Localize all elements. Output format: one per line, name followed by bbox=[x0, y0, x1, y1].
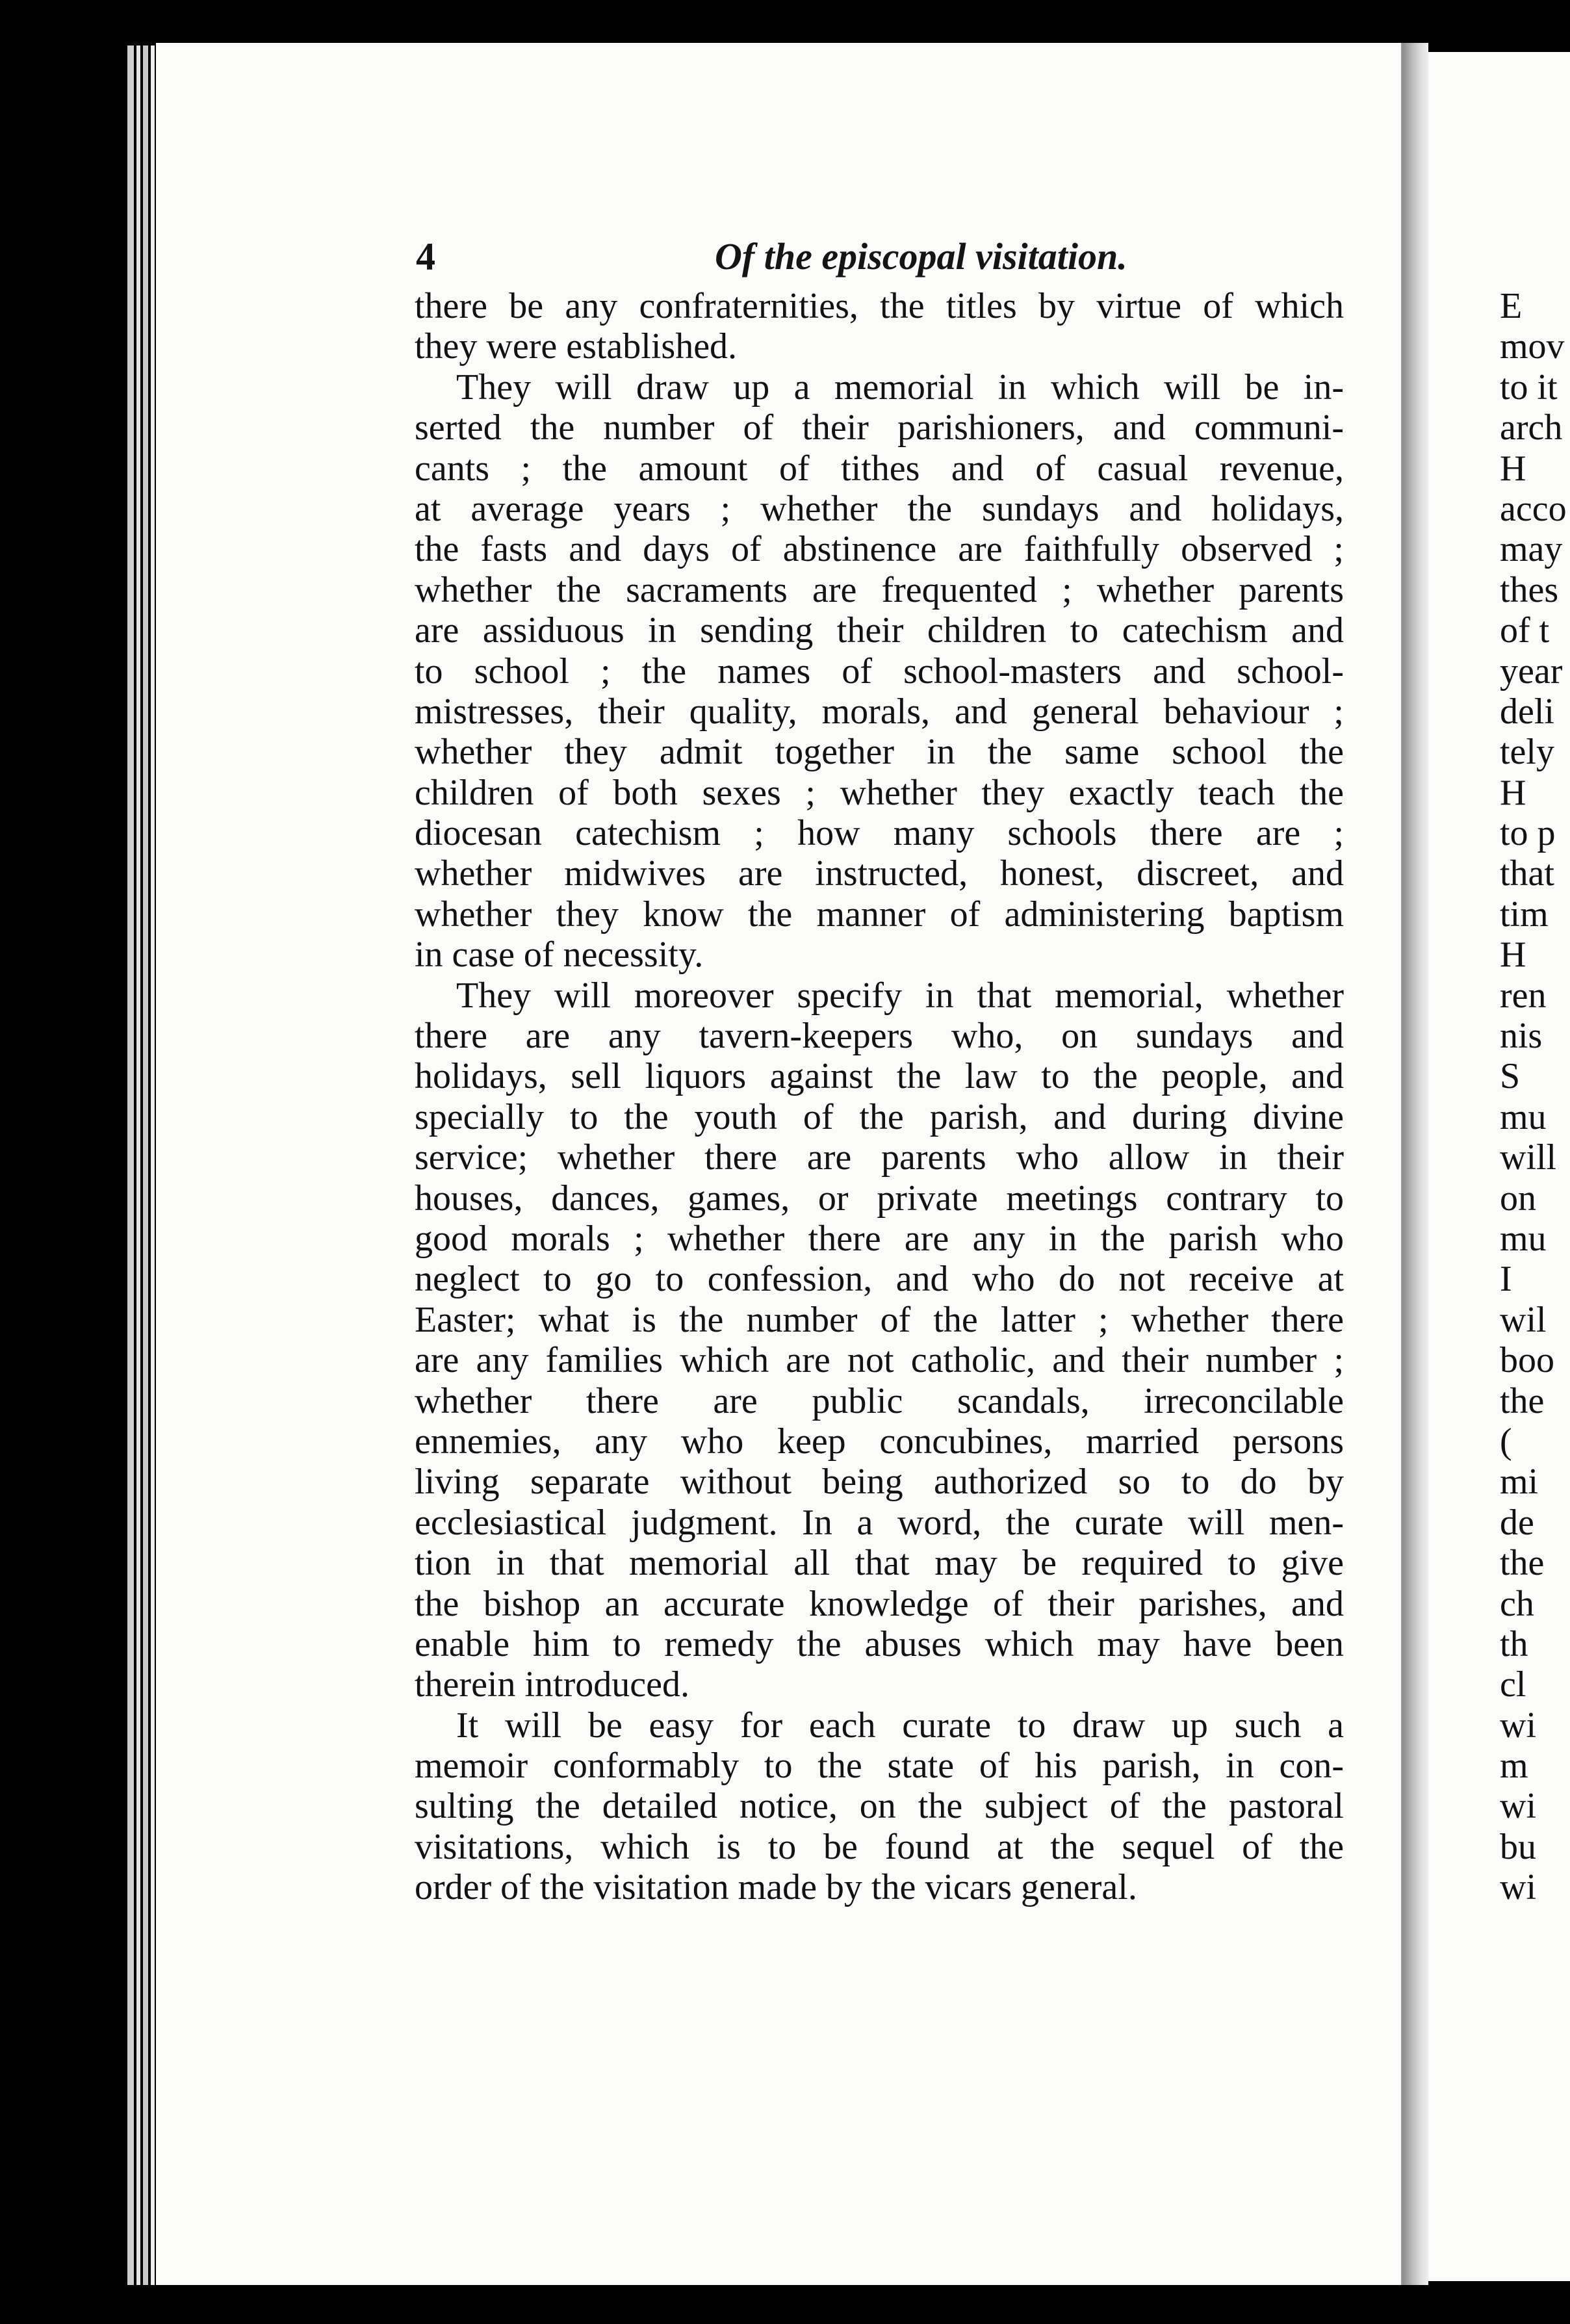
text-fragment: on bbox=[1500, 1178, 1536, 1219]
text-line: It will be easy for each curate to draw up such a bbox=[456, 1705, 1344, 1746]
text-fragment: ch bbox=[1500, 1583, 1534, 1624]
text-fragment: mu bbox=[1500, 1096, 1547, 1137]
text-line: in case of necessity. bbox=[415, 935, 704, 975]
text-fragment: may bbox=[1500, 529, 1563, 570]
text-line: visitations, which is to be found at the sequel of the bbox=[415, 1826, 1344, 1867]
text-line: serted the number of their parishioners, and communi- bbox=[415, 407, 1344, 448]
text-fragment: nis bbox=[1500, 1016, 1543, 1057]
text-line: the bishop an accurate knowledge of their parishes, and bbox=[415, 1583, 1344, 1624]
text-line: Easter; what is the number of the latter ; whether there bbox=[415, 1299, 1344, 1340]
text-fragment: bu bbox=[1500, 1826, 1536, 1867]
text-fragment: of t bbox=[1500, 610, 1550, 651]
text-fragment: the bbox=[1500, 1380, 1545, 1421]
text-line: order of the visitation made by the vicars general. bbox=[415, 1867, 1137, 1908]
text-fragment: acco bbox=[1500, 488, 1567, 529]
text-line: whether there are public scandals, irreconcilable bbox=[415, 1380, 1344, 1421]
text-line: good morals ; whether there are any in the parish who bbox=[415, 1218, 1344, 1259]
text-line: holidays, sell liquors against the law to the people, and bbox=[415, 1056, 1344, 1097]
text-fragment: ren bbox=[1500, 975, 1547, 1016]
text-fragment: H bbox=[1500, 935, 1526, 975]
text-fragment: to it bbox=[1500, 367, 1558, 407]
page-header bbox=[416, 231, 1352, 283]
text-line: whether the sacraments are frequented ; whether parents bbox=[415, 569, 1344, 610]
text-fragment: will bbox=[1500, 1137, 1557, 1178]
text-line: specially to the youth of the parish, and during divine bbox=[415, 1096, 1344, 1137]
text-fragment: the bbox=[1500, 1543, 1545, 1584]
text-line: cants ; the amount of tithes and of casual revenue, bbox=[415, 448, 1344, 489]
text-fragment: boo bbox=[1500, 1340, 1554, 1381]
running-head: Of the episcopal visitation. bbox=[715, 235, 1127, 278]
text-line: mistresses, their quality, morals, and general behaviour ; bbox=[415, 691, 1344, 732]
text-line: whether they admit together in the same school the bbox=[415, 732, 1344, 773]
text-line: therein introduced. bbox=[415, 1664, 689, 1705]
page-edge bbox=[143, 45, 148, 2285]
text-line: whether they know the manner of administering baptism bbox=[415, 894, 1344, 935]
text-fragment: ( bbox=[1500, 1421, 1512, 1462]
text-fragment: thes bbox=[1500, 569, 1559, 610]
page-edge bbox=[151, 45, 155, 2285]
page-number: 4 bbox=[416, 235, 435, 278]
text-fragment: cl bbox=[1500, 1664, 1526, 1705]
text-line: memoir conformably to the state of his parish, in con- bbox=[415, 1746, 1344, 1787]
text-line: living separate without being authorized so to do by bbox=[415, 1462, 1344, 1503]
text-line: to school ; the names of school-masters and school- bbox=[415, 651, 1344, 691]
page-edge bbox=[127, 45, 134, 2285]
text-line: diocesan catechism ; how many schools there are ; bbox=[415, 813, 1344, 854]
left-page-body-text bbox=[415, 286, 1344, 1908]
text-line: there are any tavern-keepers who, on sundays and bbox=[415, 1016, 1344, 1057]
text-fragment: arch bbox=[1500, 407, 1563, 448]
text-fragment: year bbox=[1500, 651, 1563, 691]
text-line: neglect to go to confession, and who do not receive at bbox=[415, 1259, 1344, 1300]
text-fragment: wil bbox=[1500, 1299, 1547, 1340]
page-edge bbox=[136, 45, 140, 2285]
right-page-fragments bbox=[1500, 286, 1570, 1908]
text-fragment: mu bbox=[1500, 1218, 1547, 1259]
text-line: there be any confraternities, the titles by virtue of which bbox=[415, 286, 1344, 326]
text-fragment: to p bbox=[1500, 813, 1556, 854]
text-line: they were established. bbox=[415, 326, 738, 367]
text-fragment: deli bbox=[1500, 691, 1554, 732]
text-line: whether midwives are instructed, honest, discreet, and bbox=[415, 853, 1344, 894]
text-fragment: tim bbox=[1500, 894, 1549, 935]
text-line: They will draw up a memorial in which will be in- bbox=[456, 367, 1344, 407]
text-fragment: that bbox=[1500, 853, 1554, 894]
text-line: enable him to remedy the abuses which may have been bbox=[415, 1623, 1344, 1664]
text-fragment: H bbox=[1500, 448, 1526, 489]
text-line: children of both sexes ; whether they exactly teach the bbox=[415, 772, 1344, 813]
text-fragment: tely bbox=[1500, 732, 1554, 773]
text-fragment: th bbox=[1500, 1623, 1528, 1664]
text-fragment: m bbox=[1500, 1746, 1528, 1787]
text-line: They will moreover specify in that memorial, whether bbox=[456, 975, 1344, 1016]
text-line: ecclesiastical judgment. In a word, the curate will men- bbox=[415, 1502, 1344, 1543]
text-fragment: E bbox=[1500, 286, 1523, 326]
text-fragment: wi bbox=[1500, 1867, 1536, 1908]
text-line: the fasts and days of abstinence are faithfully observed ; bbox=[415, 529, 1344, 570]
book-gutter bbox=[1402, 43, 1428, 2285]
text-fragment: I bbox=[1500, 1259, 1512, 1300]
text-line: at average years ; whether the sundays and holidays, bbox=[415, 488, 1344, 529]
text-line: ennemies, any who keep concubines, married persons bbox=[415, 1421, 1344, 1462]
text-line: are assiduous in sending their children to catechism and bbox=[415, 610, 1344, 651]
text-fragment: de bbox=[1500, 1502, 1534, 1543]
text-fragment: wi bbox=[1500, 1705, 1536, 1746]
text-fragment: wi bbox=[1500, 1786, 1536, 1827]
text-fragment: S bbox=[1500, 1056, 1521, 1097]
text-line: houses, dances, games, or private meetings contrary to bbox=[415, 1178, 1344, 1219]
text-line: service; whether there are parents who allow in their bbox=[415, 1137, 1344, 1178]
text-fragment: H bbox=[1500, 772, 1526, 813]
text-fragment: mi bbox=[1500, 1462, 1539, 1503]
text-fragment: mov bbox=[1500, 326, 1565, 367]
text-line: sulting the detailed notice, on the subject of the pastoral bbox=[415, 1786, 1344, 1827]
text-line: are any families which are not catholic, and their number ; bbox=[415, 1340, 1344, 1381]
text-line: tion in that memorial all that may be required to give bbox=[415, 1543, 1344, 1584]
